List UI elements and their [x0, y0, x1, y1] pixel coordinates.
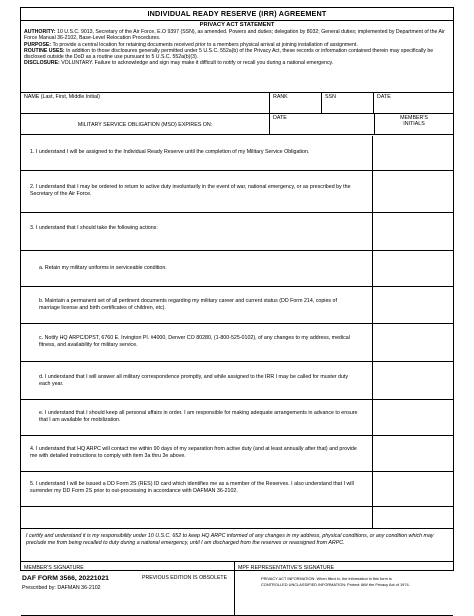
name-field[interactable]: [21, 93, 269, 113]
privacy-act-statement: [21, 21, 453, 93]
name-label: NAME (Last, First, Middle Initial): [24, 94, 100, 100]
purpose-text: To provide a central location for retaining documents received prior to a members physical arrival at joining installation of assignment.: [52, 41, 358, 48]
item-text: 3. I understand that I should take the following actions:: [30, 225, 158, 231]
authority-paragraph: [24, 29, 450, 42]
initials-box[interactable]: [372, 251, 453, 286]
initials-box[interactable]: [372, 171, 453, 212]
privacy-info-line-2: CONTROLLED UNCLASSIFIED INFORMATION: Protect IAW the Privacy Act of 1974.: [261, 581, 410, 587]
certification-statement: I certify and understand it is my responsibility under 10 U.S.C. 652 to keep HQ ARPC informed of any changes in my address, physical conditions, or any condition which may preclude me from being recalled to duty during a national emergency, until I am discharged from the reserves or reassigned from ARPC.: [21, 529, 453, 562]
mso-row: [21, 114, 453, 135]
prescribed-by: Prescribed by: DAFMAN 36-2102: [22, 585, 101, 591]
ssn-field[interactable]: [321, 93, 373, 113]
form-title: INDIVIDUAL READY RESERVE (IRR) AGREEMENT: [21, 8, 453, 21]
initials-box[interactable]: [372, 472, 453, 506]
authority-label: AUTHORITY:: [24, 29, 56, 35]
routine-uses-label: ROUTINE USES:: [24, 47, 65, 54]
initials-box[interactable]: [372, 324, 453, 361]
initials-box[interactable]: [372, 436, 453, 471]
initials-box[interactable]: [372, 136, 453, 170]
mso-label: MILITARY SERVICE OBLIGATION (MSO) EXPIRES ON:: [77, 122, 213, 128]
date-field[interactable]: [373, 93, 453, 113]
purpose-label: PURPOSE:: [24, 41, 52, 48]
agreement-item: [21, 324, 453, 362]
initials-box[interactable]: [372, 362, 453, 399]
agreement-item: [21, 213, 453, 251]
ssn-label: SSN: [325, 94, 336, 100]
initials-box[interactable]: [372, 400, 453, 435]
privacy-act-information: [261, 576, 457, 587]
initials-box[interactable]: [372, 507, 453, 528]
item-text: e. I understand that I should keep all personal affairs in order. I am responsible for making adequate arrangements in advance to ensure that I am available for mobilization.: [39, 410, 358, 423]
disclosure-text: VOLUNTARY. Failure to acknowledge and sign may make it difficult to notify or recall you during a national emergency.: [61, 60, 334, 67]
agreement-item: [21, 287, 453, 324]
routine-uses-paragraph: [24, 48, 450, 61]
blank-item: [21, 507, 453, 529]
item-text: d. I understand that I will answer all military correspondence promptly, and while assigned to the IRR I may be called for muster duty each year.: [39, 374, 349, 387]
mso-date-label: DATE: [273, 115, 287, 121]
agreement-item: [21, 472, 453, 507]
privacy-info-line-1: PRIVACY ACT INFORMATION: When filled in, the information in this form is: [261, 576, 392, 581]
item-text: 5. I understand I will be issued a DD Form 2S (RES) ID card which identifies me as a member of the Reserves. I also understand that I will surrender my DD Form 2S prior to out-processing in accordance with DAFMAN 36-2102.: [30, 481, 354, 494]
routine-uses-text: In addition to those disclosures generally permitted under 5 U.S.C. 552a(b) of the Privacy Act, these records or information contained therein may specifically be disclosed outside the DoD as a routine use pursuant to 5 U.S.C. 552a(b)(3).: [24, 47, 434, 61]
authority-text: 10 U.S.C. 9013, Secretary of the Air Force, E.O 9397 (SSN), as amended. Powers and duties; delegation by 8032; General duties; implemented by Department of the Air Force Manual 36-2102, Base-Level Relocation Procedures.: [24, 29, 445, 42]
disclosure-paragraph: [24, 60, 450, 66]
mso-date-field[interactable]: [269, 114, 374, 134]
initials-box[interactable]: [372, 287, 453, 323]
disclosure-label: DISCLOSURE:: [24, 60, 60, 67]
rank-field[interactable]: [269, 93, 321, 113]
agreement-item: [21, 436, 453, 472]
agreement-item: [21, 362, 453, 400]
agreement-item: [21, 171, 453, 213]
irr-agreement-form: [20, 7, 454, 571]
rank-label: RANK: [273, 94, 288, 100]
agreement-item: [21, 136, 453, 171]
form-footer: [20, 573, 454, 595]
item-text: 4. I understand that HQ ARPC will contact me within 90 days of my separation from active duty (and at least annually after that) and provide me with detailed instructions to comply with item 3a thru 3e above.: [30, 446, 357, 459]
item-text: 2. I understand that I may be ordered to return to active duty involuntarily in the event of war, national emergency, or as prescribed by the Secretary of the Air Force.: [30, 184, 351, 197]
agreement-item: [21, 251, 453, 287]
agreement-items: [21, 136, 453, 616]
item-text: a. Retain my military uniforms in serviceable condition.: [39, 265, 167, 271]
item-text: b. Maintain a permanent set of all pertinent documents regarding my military career and current status (DD Form 214, copies of marriage license and birth certificates of children, etc).: [39, 298, 337, 311]
agreement-item: [21, 400, 453, 436]
initials-header: [374, 114, 453, 134]
date-label: DATE: [377, 94, 391, 100]
form-id: DAF FORM 3566, 20221021: [22, 575, 109, 582]
item-text: c. Notify HQ ARPC/DPST, 6760 E. Irvington Pl. #4000, Denver CO 80280, (1-800-525-0102), of any changes to my address, medical fitness, and availability for military service.: [39, 335, 350, 348]
privacy-heading: PRIVACY ACT STATEMENT: [199, 22, 275, 28]
previous-edition-note: PREVIOUS EDITION IS OBSOLETE: [142, 575, 228, 581]
identification-row: [21, 93, 453, 114]
initials-label: MEMBER'S INITIALS: [400, 115, 428, 127]
mpf-signature-label: MPF REPRESENTATIVE'S SIGNATURE: [238, 565, 335, 571]
initials-box[interactable]: [372, 213, 453, 250]
mso-cell: [21, 114, 269, 134]
member-signature-label: MEMBER'S SIGNATURE: [24, 565, 84, 571]
item-text: 1. I understand I will be assigned to the Individual Ready Reserve until the completion of my Military Service Obligation.: [30, 149, 310, 155]
